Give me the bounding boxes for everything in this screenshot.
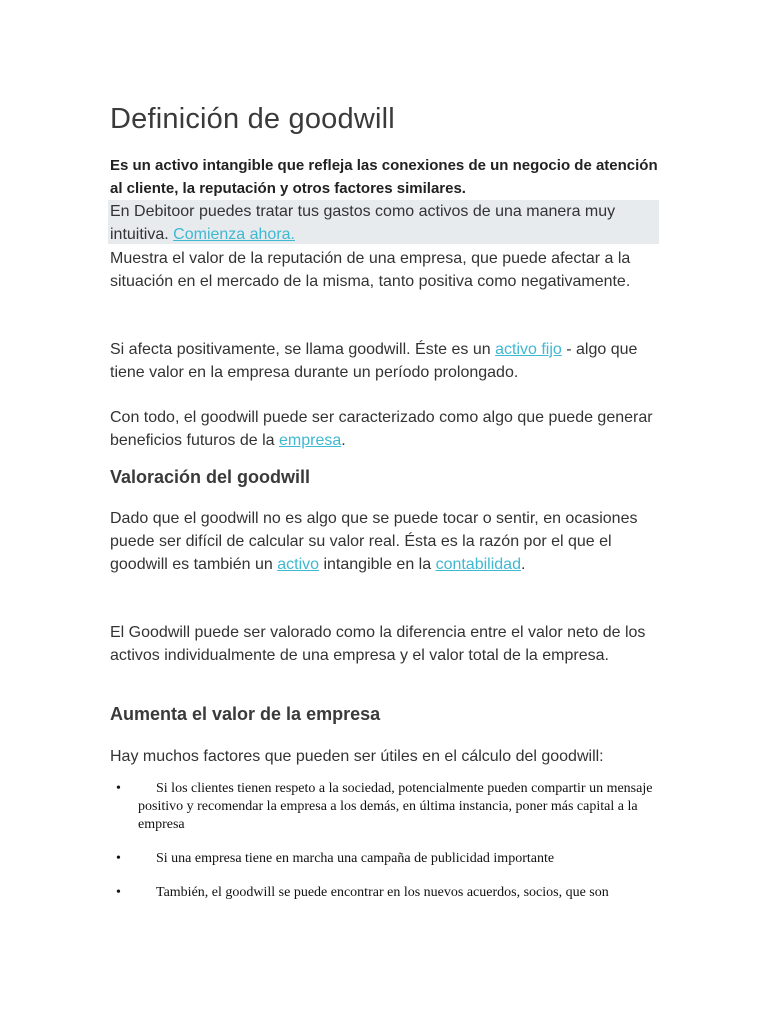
- factors-list: [110, 780, 670, 918]
- paragraph-reputation: Muestra el valor de la reputación de una empresa, que puede afectar a la situación en el mercado de la misma, tanto positiva como negativamente.: [110, 250, 631, 290]
- p4-text-after: .: [520, 556, 526, 573]
- p2-text-after: - algo que tiene valor en la empresa durante un período prolongado.: [110, 341, 638, 381]
- paragraph-positive: [110, 338, 662, 384]
- company-link[interactable]: empresa: [279, 432, 342, 449]
- list-item-text: Si una empresa tiene en marcha una campaña de publicidad importante: [156, 851, 555, 866]
- list-item-text: También, el goodwill se puede encontrar en los nuevos acuerdos, socios, que son: [156, 885, 609, 900]
- paragraph-factors: Hay muchos factores que pueden ser útiles en el cálculo del goodwill:: [110, 748, 604, 765]
- lead-paragraph: Es un activo intangible que refleja las conexiones de un negocio de atención al cliente, la reputación y otros factores similares.: [110, 157, 658, 197]
- page-title: Definición de goodwill: [110, 103, 395, 135]
- paragraph-valuation-method: El Goodwill puede ser valorado como la diferencia entre el valor neto de los activos individualmente de una empresa y el valor total de la empresa.: [110, 624, 646, 664]
- p4-text-before: Dado que el goodwill no es algo que se puede tocar o sentir, en ocasiones puede ser difícil de calcular su valor real. Ésta es la razón por el que el goodwill es también un: [110, 510, 638, 573]
- section-heading-increase-value: Aumenta el valor de la empresa: [110, 704, 381, 724]
- bullet-icon: •: [116, 781, 121, 796]
- p2-text-before: Si afecta positivamente, se llama goodwill. Éste es un: [110, 341, 491, 358]
- start-now-link[interactable]: Comienza ahora.: [173, 226, 295, 243]
- bullet-icon: •: [116, 851, 121, 866]
- callout-text: En Debitoor puedes tratar tus gastos como activos de una manera muy intuitiva.: [110, 203, 616, 243]
- p4-text-mid: intangible en la: [323, 556, 432, 573]
- bullet-icon: •: [116, 885, 121, 900]
- list-item: [110, 884, 670, 902]
- section-heading-valuation: Valoración del goodwill: [110, 467, 311, 487]
- list-item: [110, 780, 670, 834]
- asset-link[interactable]: activo: [277, 556, 320, 573]
- paragraph-intangible: [110, 507, 662, 576]
- fixed-asset-link[interactable]: activo fijo: [495, 341, 562, 358]
- list-item-text: Si los clientes tienen respeto a la sociedad, potencialmente pueden compartir un mensaje positivo y recomendar la empresa a los demás, en última instancia, poner más capital a la empresa: [138, 781, 653, 832]
- p3-text-before: Con todo, el goodwill puede ser caracterizado como algo que puede generar beneficios futuros de la: [110, 409, 653, 449]
- list-item: [110, 850, 670, 868]
- promo-callout: [108, 200, 659, 244]
- accounting-link[interactable]: contabilidad: [435, 556, 521, 573]
- p3-text-after: .: [341, 432, 346, 449]
- paragraph-future-benefits: [110, 406, 662, 452]
